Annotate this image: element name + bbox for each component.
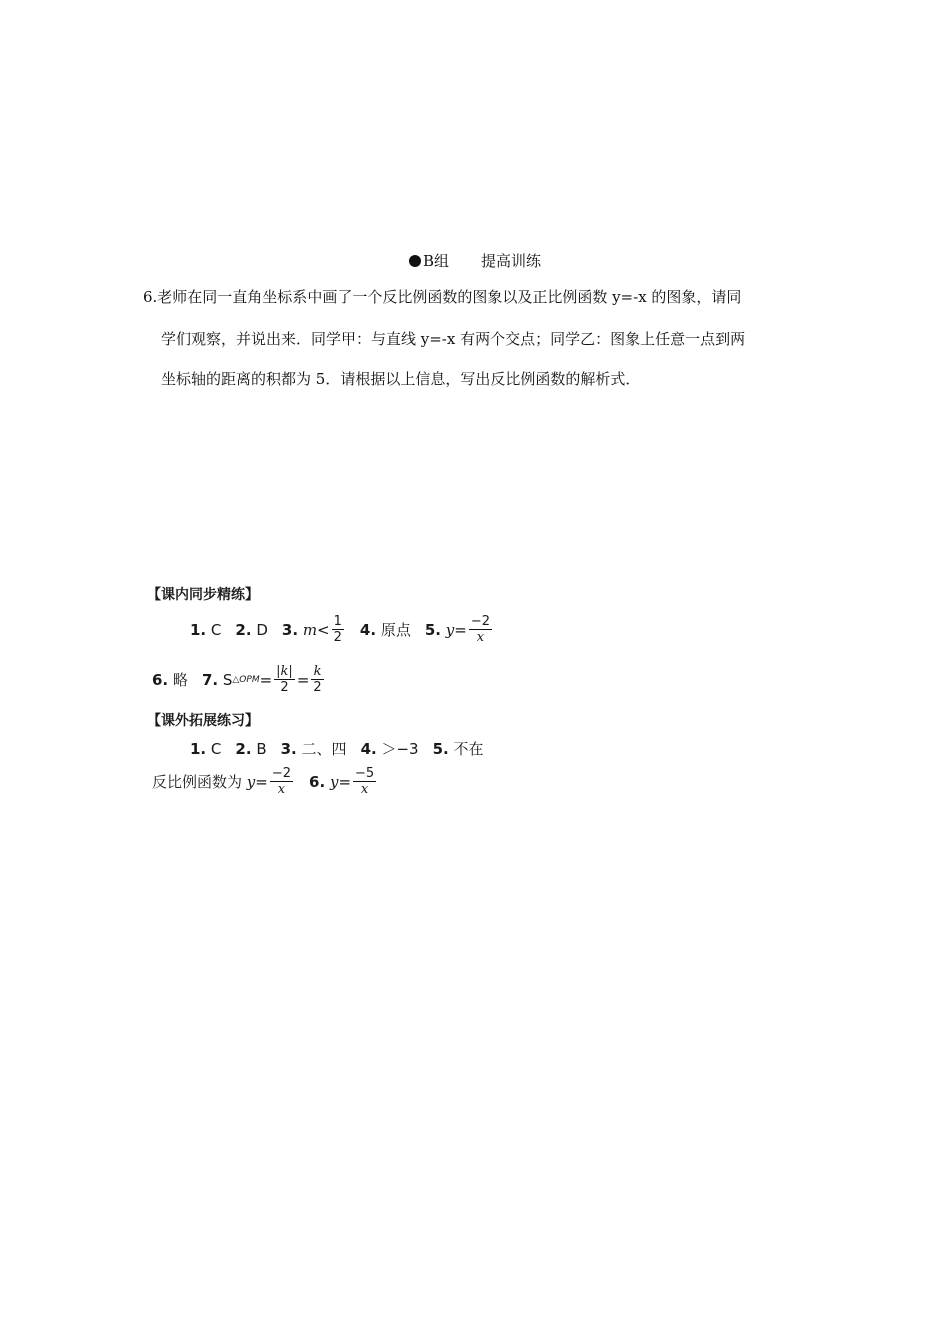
answer-value: B: [256, 739, 267, 758]
in-class-answers-row-2: [152, 664, 326, 695]
answer-number: 1.: [190, 739, 207, 758]
fraction: [274, 664, 295, 695]
answer-number: 5.: [424, 620, 441, 639]
numerator: |k|: [276, 664, 293, 679]
math-variable: y: [445, 620, 455, 639]
in-class-answers-row-1: [190, 614, 494, 645]
numerator: k: [311, 664, 323, 680]
answer-number: 1.: [190, 620, 207, 639]
denominator: 2: [333, 630, 342, 645]
denominator: x: [476, 630, 485, 645]
math-relation: =: [255, 772, 268, 791]
numerator: −5: [355, 766, 375, 781]
answer-number: 4.: [360, 739, 377, 758]
answer-number: 5.: [432, 739, 449, 758]
math-variable: y: [329, 772, 339, 791]
answer-number: 3.: [281, 620, 299, 639]
math-relation: =: [338, 772, 352, 791]
denominator: x: [277, 782, 286, 797]
math-relation: =: [454, 620, 467, 639]
answer-number: 2.: [235, 739, 252, 758]
math-subscript: △OPM: [232, 674, 260, 685]
fraction: [270, 766, 293, 797]
denominator: 2: [280, 680, 289, 695]
question-6-line-2: 学们观察，并说出来．同学甲：与直线 y=-x 有两个交点；同学乙：图象上任意一点到两: [161, 330, 746, 348]
math-variable: m: [302, 620, 318, 639]
extension-answers-row-1: [190, 738, 484, 759]
answer-number: 7.: [201, 670, 219, 689]
answer-number: 4.: [359, 620, 377, 639]
question-6-line-3: 坐标轴的距离的积都为 5．请根据以上信息，写出反比例函数的解析式．: [161, 370, 641, 388]
section-title: 提高训练: [481, 252, 542, 270]
section-heading: [0, 250, 950, 271]
fraction: [353, 766, 376, 797]
denominator: 2: [313, 680, 322, 695]
fraction: [469, 614, 492, 645]
in-class-heading: 【课内同步精练】: [147, 587, 259, 603]
math-relation: =: [259, 670, 273, 689]
answer-value: ＞−3: [381, 740, 419, 758]
answer-number: 3.: [280, 739, 297, 758]
answer-number: 2.: [235, 620, 252, 639]
fraction: [332, 614, 344, 645]
math-variable: S: [222, 670, 233, 689]
answer-text: 反比例函数为: [152, 773, 243, 791]
answer-value: D: [256, 620, 268, 639]
answer-number: 6.: [152, 670, 169, 689]
numerator: −2: [470, 614, 490, 629]
numerator: −2: [271, 766, 292, 781]
math-variable: y: [246, 772, 256, 791]
bullet-icon: [409, 255, 421, 267]
extension-answers-row-2: [152, 766, 378, 797]
question-6-line-1: 6.老师在同一直角坐标系中画了一个反比例函数的图象以及正比例函数 y=-x 的图象，请同: [143, 288, 742, 306]
answer-value: 不在: [453, 740, 484, 758]
answer-value: 略: [172, 671, 188, 689]
math-relation: =: [296, 670, 310, 689]
answer-value: C: [210, 620, 222, 639]
answer-value: C: [210, 739, 222, 758]
answer-number: 6.: [309, 772, 326, 791]
answer-value: 原点: [380, 621, 411, 639]
fraction: [311, 664, 323, 695]
denominator: x: [360, 782, 369, 797]
math-relation: <: [317, 620, 330, 639]
numerator: 1: [333, 614, 342, 629]
answer-value: 二、四: [301, 740, 347, 758]
group-label: B组: [422, 252, 449, 270]
extension-heading: 【课外拓展练习】: [147, 713, 259, 729]
